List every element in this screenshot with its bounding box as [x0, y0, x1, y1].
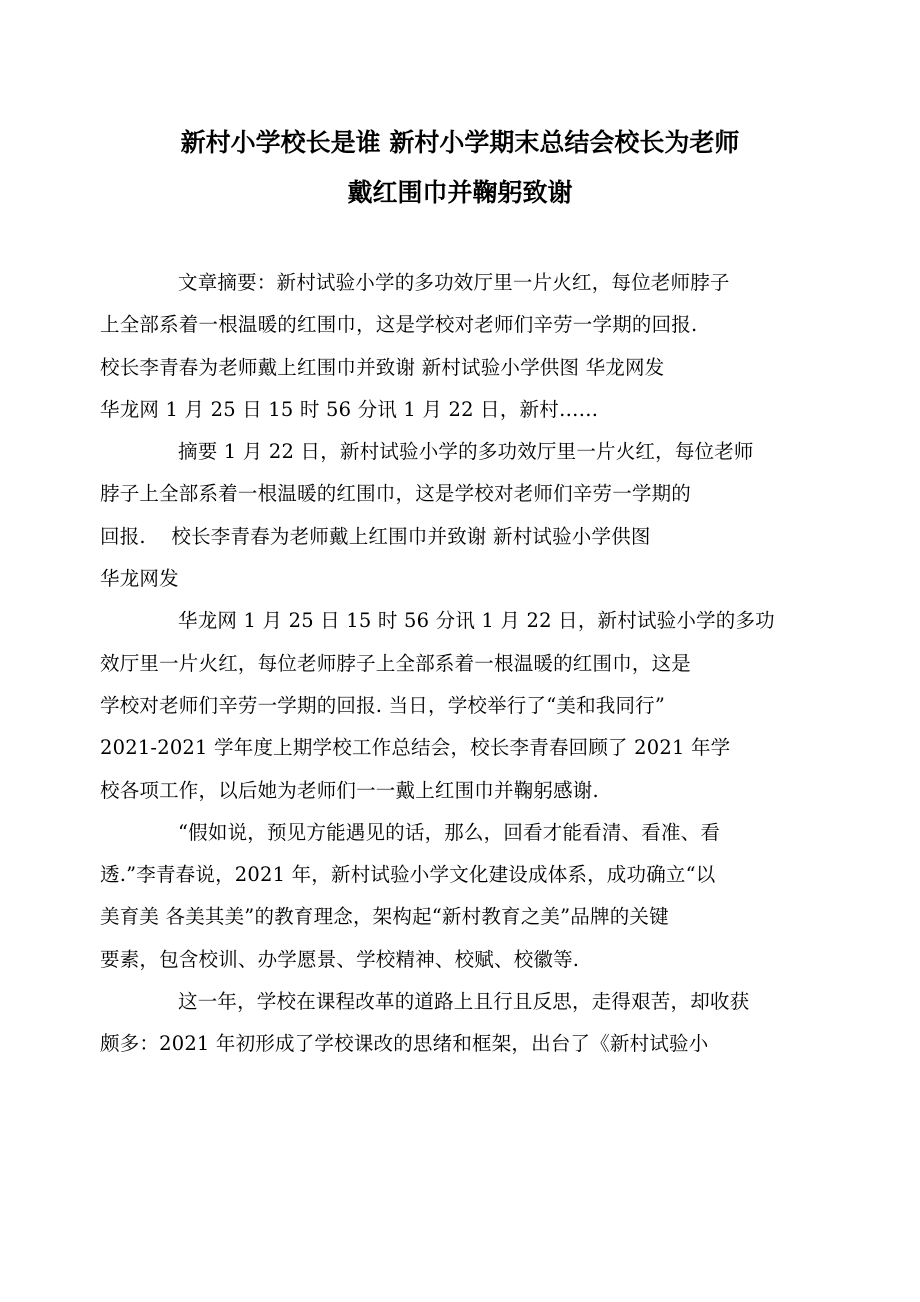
paragraph-summary: [100, 431, 784, 600]
paragraph-curriculum: [100, 981, 784, 1066]
text-line: 华龙网发: [100, 567, 179, 591]
text-line: 回报. 校长李青春为老师戴上红围巾并致谢 新村试验小学供图: [100, 524, 651, 548]
text-line: 上全部系着一根温暖的红围巾，这是学校对老师们辛劳一学期的回报.: [100, 313, 698, 337]
text-line: 摘要 1 月 22 日，新村试验小学的多功效厅里一片火红，每位老师: [178, 440, 754, 464]
title-line-1: 新村小学校长是谁 新村小学期末总结会校长为老师: [180, 128, 740, 157]
text-line: 透.”李青春说，2021 年，新村试验小学文化建设成体系，成功确立“以: [100, 863, 716, 887]
text-line: 脖子上全部系着一根温暖的红围巾，这是学校对老师们辛劳一学期的: [100, 482, 692, 506]
document-title: [140, 118, 780, 218]
text-line: 华龙网 1 月 25 日 15 时 56 分讯 1 月 22 日，新村……: [100, 397, 599, 421]
paragraph-report: [100, 600, 784, 811]
text-line: “假如说，预见方能遇见的话，那么，回看才能看清、看准、看: [178, 820, 721, 844]
text-line: 学校对老师们辛劳一学期的回报. 当日，学校举行了“美和我同行”: [100, 693, 666, 717]
text-line: 文章摘要：新村试验小学的多功效厅里一片火红，每位老师脖子: [178, 271, 730, 294]
paragraph-quote: [100, 812, 784, 981]
article-body: [100, 262, 784, 1066]
text-line: 颇多：2021 年初形成了学校课改的思绪和框架，出台了《新村试验小: [100, 1032, 709, 1056]
text-line: 美育美 各美其美”的教育理念，架构起“新村教育之美”品牌的关键: [100, 905, 669, 929]
text-line: 校各项工作，以后她为老师们一一戴上红围巾并鞠躬感谢.: [100, 778, 599, 802]
paragraph-abstract: [100, 262, 784, 431]
text-line: 2021-2021 学年度上期学校工作总结会，校长李青春回顾了 2021 年学: [100, 736, 731, 760]
text-line: 效厅里一片火红，每位老师脖子上全部系着一根温暖的红围巾，这是: [100, 651, 692, 675]
text-line: 校长李青春为老师戴上红围巾并致谢 新村试验小学供图 华龙网发: [100, 355, 665, 379]
text-line: 这一年，学校在课程改革的道路上且行且反思，走得艰苦，却收获: [178, 990, 750, 1014]
text-line: 要素，包含校训、办学愿景、学校精神、校赋、校徽等.: [100, 947, 580, 971]
text-line: 华龙网 1 月 25 日 15 时 56 分讯 1 月 22 日，新村试验小学的多功: [178, 609, 775, 633]
title-line-2: 戴红围巾并鞠躬致谢: [347, 178, 573, 207]
